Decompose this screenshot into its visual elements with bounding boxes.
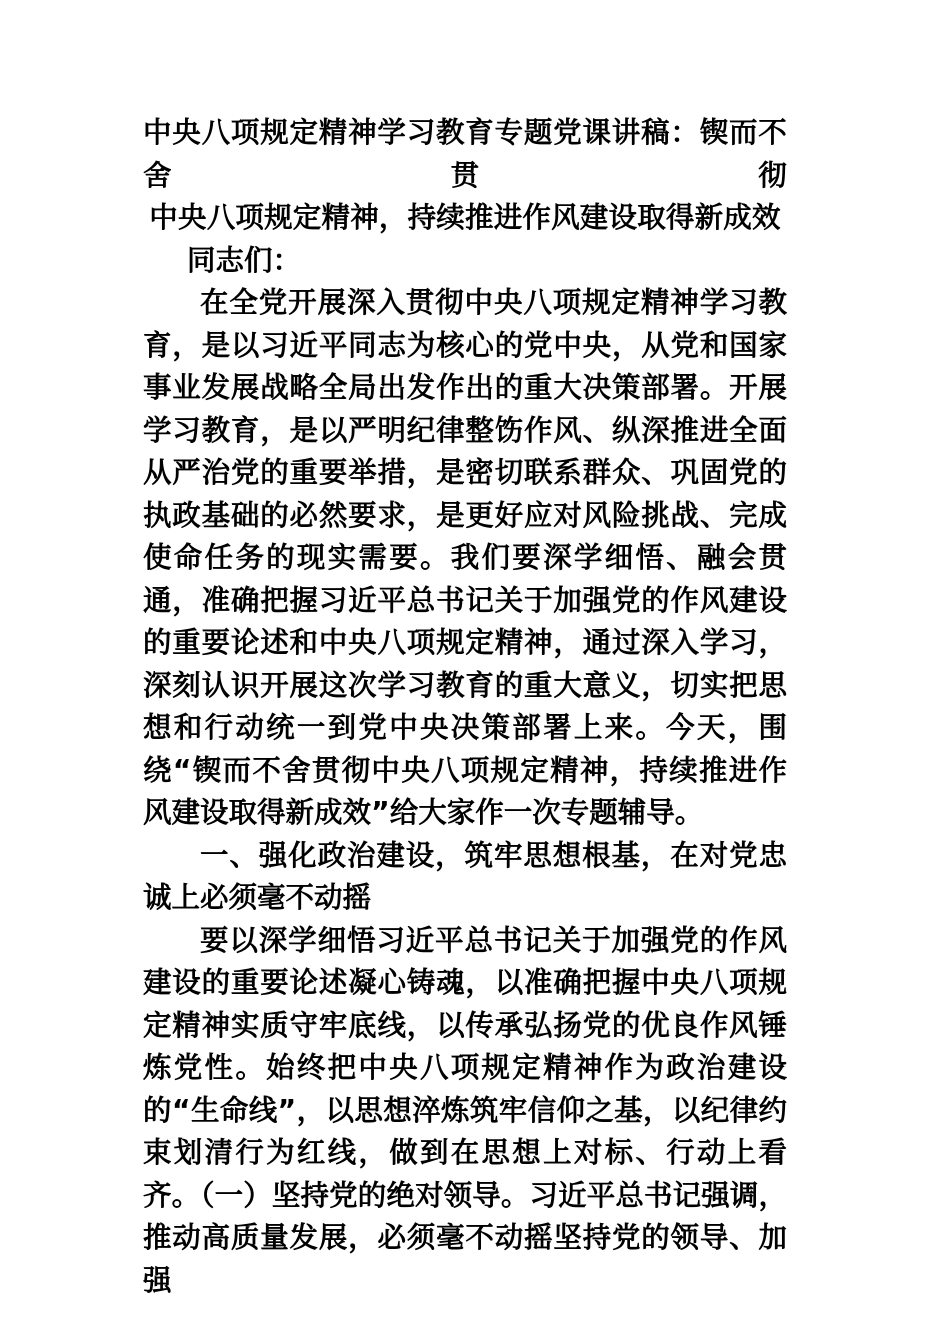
section-one-paragraph: 要以深学细悟习近平总书记关于加强党的作风建设的重要论述凝心铸魂，以准确把握中央八项规定精神实质守牢底线，以传承弘扬党的优良作风锤炼党性。始终把中央八项规定精神作为政治建设的“生命线”，以思想淬炼筑牢信仰之基，以纪律约束划清行为红线，做到在思想上对标、行动上看齐。（一）坚持党的绝对领导。习近平总书记强调，推动高质量发展，必须毫不动摇坚持党的领导、加强	[143, 923, 787, 1297]
document-title-line-2: 中央八项规定精神，持续推进作风建设取得新成效	[149, 201, 781, 234]
document-title	[143, 112, 787, 240]
section-heading-one: 一、强化政治建设，筑牢思想根基，在对党忠诚上必须毫不动摇	[143, 838, 787, 914]
salutation: 同志们：	[187, 243, 302, 277]
intro-paragraph: 在全党开展深入贯彻中央八项规定精神学习教育，是以习近平同志为核心的党中央，从党和国家事业发展战略全局出发作出的重大决策部署。开展学习教育，是以严明纪律整饬作风、纵深推进全面从严治党的重要举措，是密切联系群众、巩固党的执政基础的必然要求，是更好应对风险挑战、完成使命任务的现实需要。我们要深学细悟、融会贯通，准确把握习近平总书记关于加强党的作风建设的重要论述和中央八项规定精神，通过深入学习，深刻认识开展这次学习教育的重大意义，切实把思想和行动统一到党中央决策部署上来。今天，围绕“锲而不舍贯彻中央八项规定精神，持续推进作风建设取得新成效”给大家作一次专题辅导。	[143, 286, 787, 829]
document-content	[143, 112, 787, 1302]
document-title-line-1: 中央八项规定精神学习教育专题党课讲稿：锲而不舍贯彻	[143, 116, 787, 192]
